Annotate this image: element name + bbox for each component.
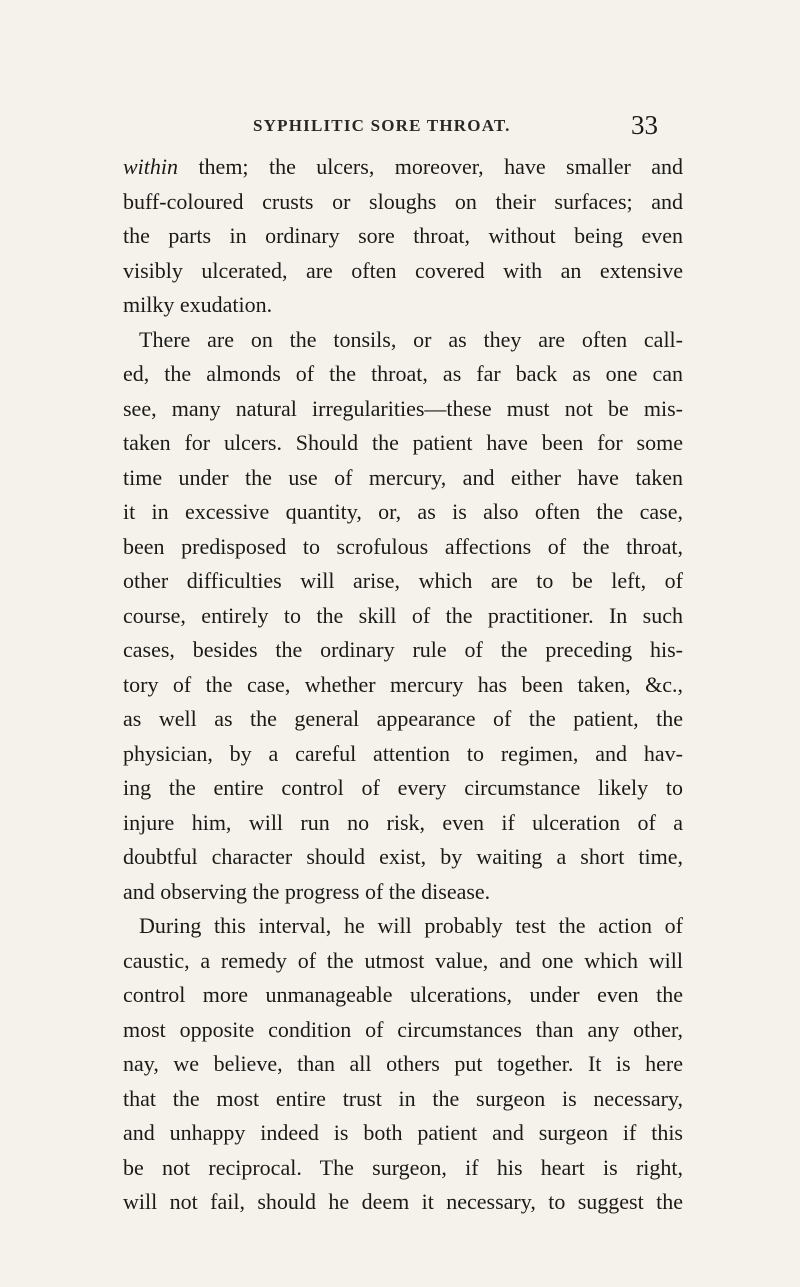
- text-line: most opposite condition of circumstances than any other,: [123, 1016, 683, 1042]
- text-line: time under the use of mercury, and either have taken: [123, 464, 683, 490]
- text-line: ing the entire control of every circumstance likely to: [123, 775, 683, 800]
- text-line: been predisposed to scrofulous affections of the throat,: [123, 533, 683, 559]
- text-line: nay, we believe, than all others put together. It is here: [123, 1051, 683, 1076]
- running-title: SYPHILITIC SORE THROAT.: [253, 116, 511, 135]
- text-line: milky exudation.: [123, 292, 273, 317]
- text-line: it in excessive quantity, or, as is also often the case,: [123, 499, 683, 524]
- text-line: other difficulties will arise, which are to be left, of: [123, 568, 683, 593]
- text-line: see, many natural irregularities—these must not be mis-: [123, 395, 683, 421]
- text-line: that the most entire trust in the surgeon is necessary,: [123, 1085, 683, 1111]
- page-number: 33: [631, 110, 658, 140]
- text-line: doubtful character should exist, by waiting a short time,: [123, 844, 683, 869]
- text-line: visibly ulcerated, are often covered with an extensive: [123, 257, 683, 283]
- text-line: injure him, will run no risk, even if ulceration of a: [123, 809, 683, 835]
- text-line: as well as the general appearance of the patient, the: [123, 706, 683, 731]
- running-head: [253, 108, 658, 148]
- text-line: and observing the progress of the disease.: [123, 878, 491, 904]
- text-line: will not fail, should he deem it necessary, to suggest the: [123, 1189, 683, 1214]
- italic-word: within: [123, 154, 179, 179]
- text-line: [123, 150, 683, 185]
- text-line: the parts in ordinary sore throat, without being even: [123, 223, 683, 248]
- paragraph-start-line: There are on the tonsils, or as they are often call-: [139, 326, 683, 352]
- text-line: taken for ulcers. Should the patient have been for some: [123, 430, 683, 455]
- text-line: be not reciprocal. The surgeon, if his heart is right,: [123, 1154, 683, 1180]
- text-line: and unhappy indeed is both patient and surgeon if this: [123, 1120, 683, 1145]
- text-line: ed, the almonds of the throat, as far back as one can: [123, 361, 683, 386]
- text-line: buff-coloured crusts or sloughs on their surfaces; and: [123, 188, 683, 214]
- text-line: physician, by a careful attention to regimen, and hav-: [123, 740, 683, 766]
- text-line: course, entirely to the skill of the practitioner. In such: [123, 602, 683, 628]
- text-line: control more unmanageable ulcerations, under even the: [123, 982, 683, 1007]
- text-line: tory of the case, whether mercury has been taken, &c.,: [123, 671, 683, 697]
- text-line: cases, besides the ordinary rule of the preceding his-: [123, 637, 683, 662]
- paragraph-start-line: During this interval, he will probably test the action of: [139, 913, 683, 938]
- text-line-rest: them; the ulcers, moreover, have smaller and: [178, 154, 683, 179]
- body-text: [123, 150, 683, 1220]
- text-line: caustic, a remedy of the utmost value, and one which will: [123, 947, 683, 973]
